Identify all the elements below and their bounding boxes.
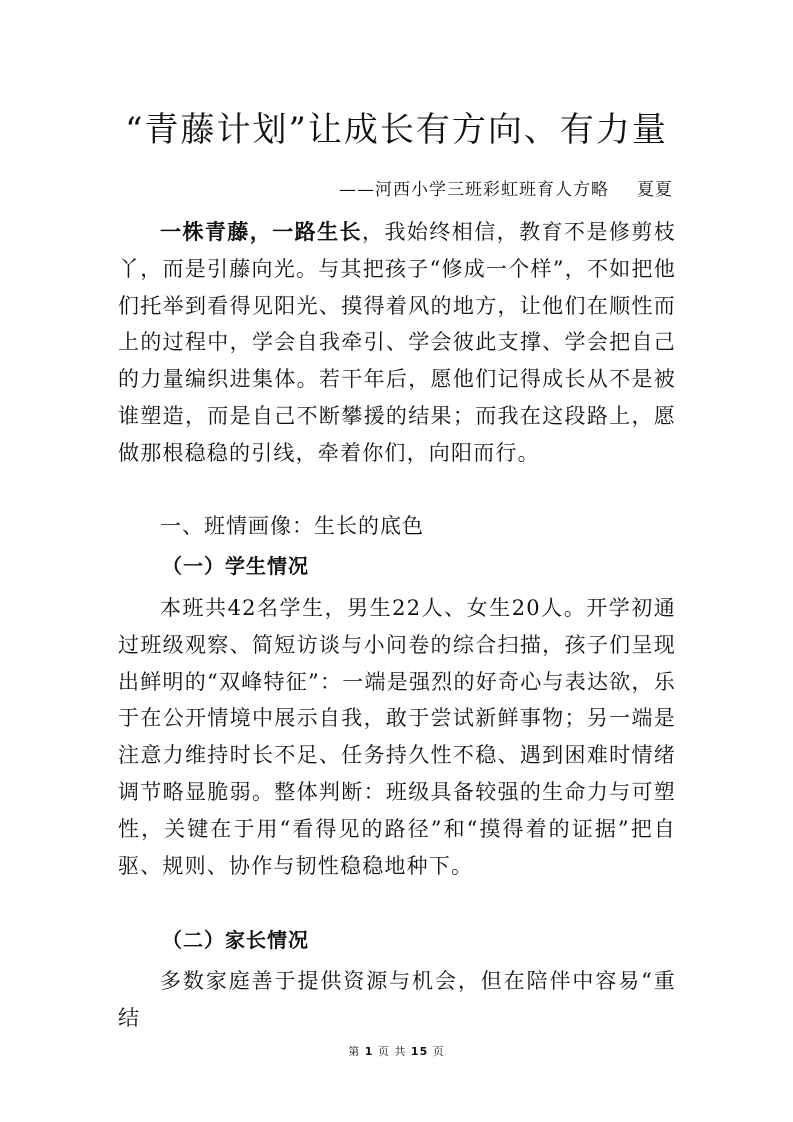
- subsection-heading-parents: （二）家长情况: [162, 928, 309, 952]
- students-paragraph: 本班共42名学生，男生22人、女生20人。开学初通过班级观察、简短访谈与小问卷的综合扫描，孩子们呈现出鲜明的“双峰特征”：一端是强烈的好奇心与表达欲，乐于在公开情境中展示自我，敢于尝试新鲜事物；另一端是注意力维持时长不足、任务持久性不稳、遇到困难时情绪调节略显脆弱。整体判断：班级具备较强的生命力与可塑性，关键在于用“看得见的路径”和“摸得着的证据”把自驱、规则、协作与韧性稳稳地种下。: [118, 596, 676, 878]
- parents-paragraph: 多数家庭善于提供资源与机会，但在陪伴中容易“重结: [118, 969, 676, 1030]
- footer-middle: 页 共: [377, 1045, 407, 1058]
- page-footer: [0, 1044, 793, 1060]
- author-name: 夏夏: [637, 180, 673, 200]
- subsection-heading-students: （一）学生情况: [162, 554, 309, 578]
- intro-text: ，我始终相信，教育不是修剪枝丫，而是引藤向光。与其把孩子“修成一个样”，不如把他们托举到看得见阳光、摸得着风的地方，让他们在顺性而上的过程中，学会自我牵引、学会彼此支撑、学会把自己的力量编织进集体。若干年后，愿他们记得成长从不是被谁塑造，而是自己不断攀援的结果；而我在这段路上，愿做那根稳稳的引线，牵着你们，向阳而行。: [118, 220, 676, 465]
- document-title: “青藤计划”让成长有方向、有力量: [125, 110, 668, 150]
- footer-prefix: 第: [348, 1045, 361, 1058]
- footer-total-pages: 15: [410, 1045, 429, 1058]
- footer-page-number: 1: [364, 1045, 374, 1058]
- subtitle-text: ——河西小学三班彩虹班育人方略: [339, 180, 609, 200]
- intro-paragraph: [118, 214, 676, 472]
- footer-suffix: 页: [432, 1045, 445, 1058]
- document-subtitle: [339, 178, 673, 202]
- intro-lead: 一株青藤，一路生长: [160, 220, 362, 244]
- section-heading: 一、班情画像：生长的底色: [160, 514, 424, 538]
